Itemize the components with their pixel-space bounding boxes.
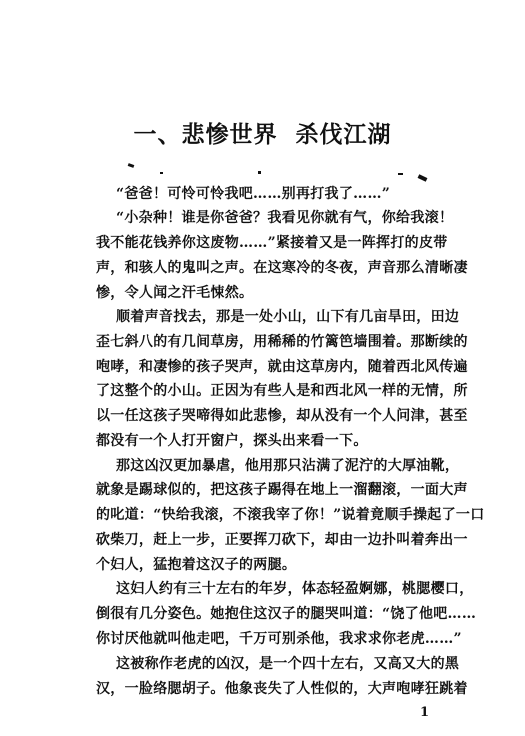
text-line: 汉，一脸络腮胡子。他象丧失了人性似的，大声咆哮狂跳着	[96, 681, 468, 697]
text-line: 声，和骇人的鬼叫之声。在这寒冷的冬夜，声音那么清晰凄	[96, 260, 468, 276]
text-line: 惨，令人闻之汗毛悚然。	[96, 285, 254, 301]
text-line: 这被称作老虎的凶汉，是一个四十左右，又高又大的黑	[116, 656, 460, 672]
page-number: 1	[420, 705, 430, 720]
ink-speck	[128, 163, 135, 168]
text-line: 我不能花钱养你这废物……”紧接着又是一阵挥打的皮带	[96, 235, 448, 251]
text-line: 的叱道：“快给我滚，不滚我宰了你！”说着竟顺手操起了一口	[96, 507, 485, 523]
ink-speck	[398, 173, 403, 175]
text-line: 咆哮，和凄惨的孩子哭声，就由这草房内，随着西北风传遍	[96, 359, 468, 375]
text-line: 砍柴刀，赶上一步，正要挥刀砍下，却由一边扑叫着奔出一	[96, 532, 468, 548]
text-line: 就象是踢球似的，把这孩子踢得在地上一溜翻滚，一面大声	[96, 482, 468, 498]
ink-speck	[160, 172, 163, 174]
text-line: 个妇人，猛抱着这汉子的两腿。	[96, 557, 297, 573]
text-line: 都没有一个人打开窗户，探头出来看一下。	[96, 433, 368, 449]
text-line: 你讨厌他就叫他走吧，千万可别杀他，我求求你老虎……”	[96, 631, 462, 647]
text-line: 倒很有几分姿色。她抱住这汉子的腿哭叫道：“饶了他吧……	[96, 606, 477, 622]
ink-speck	[258, 171, 261, 174]
text-line: 这妇人约有三十左右的年岁，体态轻盈婀娜，桃腮樱口，	[116, 581, 474, 597]
text-line: 那这凶汉更加暴虐，他用那只沾满了泥泞的大厚油靴，	[116, 458, 460, 474]
text-line: 歪七斜八的有几间草房，用稀稀的竹篱笆墙围着。那断续的	[96, 334, 468, 350]
ink-speck	[418, 174, 428, 181]
text-line: 以一任这孩子哭啼得如此悲惨，却从没有一个人问津，甚至	[96, 408, 468, 424]
text-line: 顺着声音找去，那是一处小山，山下有几亩旱田，田边	[116, 309, 460, 325]
text-line: “爸爸！可怜可怜我吧……别再打我了……”	[116, 186, 391, 202]
text-line: 了这整个的小山。正因为有些人是和西北风一样的无情，所	[96, 383, 468, 399]
text-line: “小杂种！谁是你爸爸？我看见你就有气，你给我滚！	[116, 210, 454, 226]
chapter-title: 一、悲惨世界 杀伐江湖	[133, 121, 392, 148]
